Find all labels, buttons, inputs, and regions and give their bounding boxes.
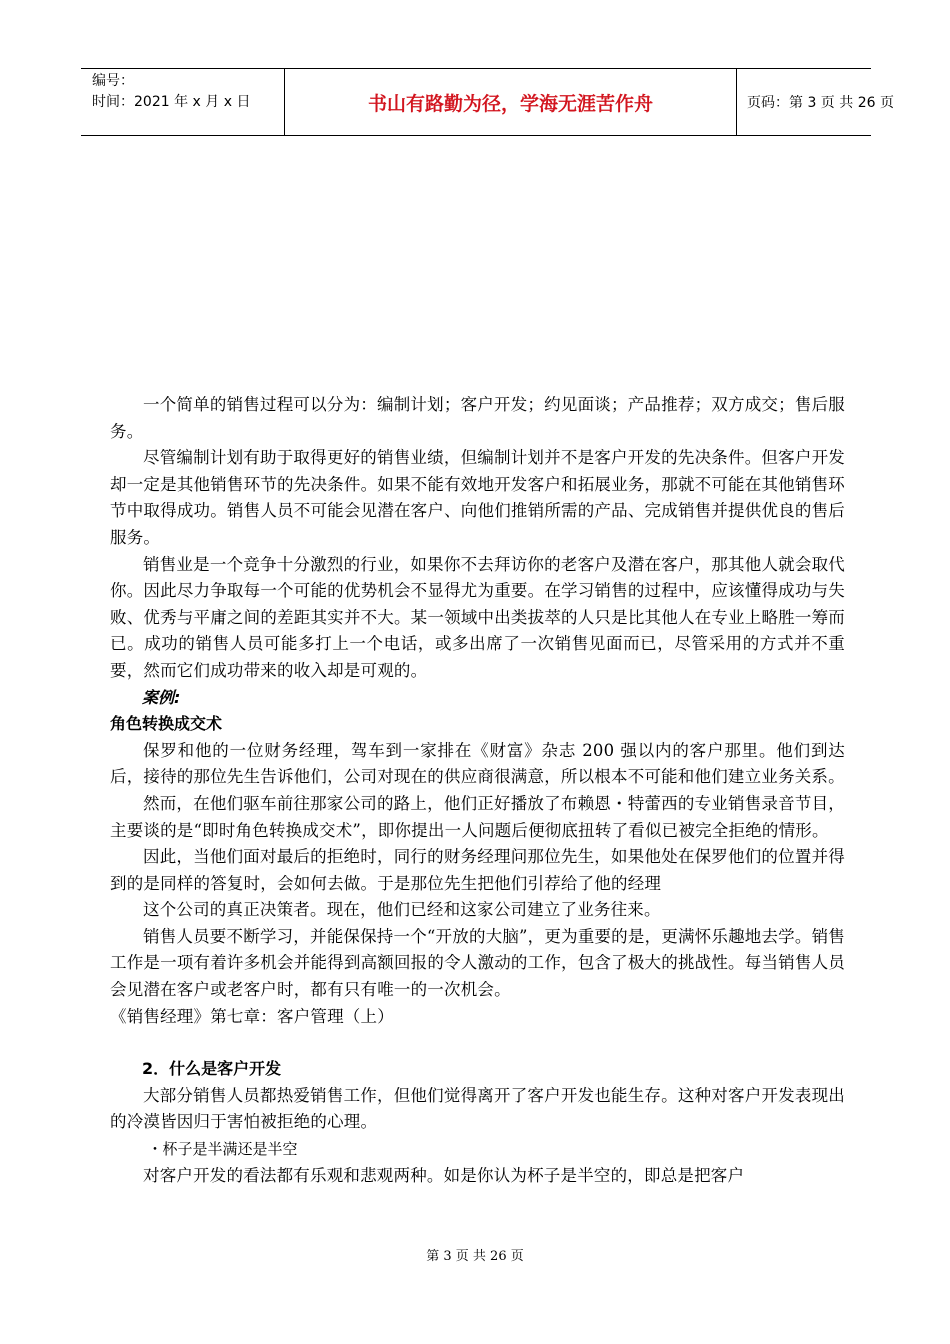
paragraph-competition: 销售业是一个竞争十分激烈的行业，如果你不去拜访你的老客户及潜在客户，那其他人就会取代你。因此尽力争取每一个可能的优势机会不显得尤为重要。在学习销售的过程中，应该懂得成功与失败、优秀与平庸之间的差距其实并不大。某一领域中出类拔萃的人只是比其他人在专业上略胜一筹而已。成功的销售人员可能多打上一个电话，或多出席了一次销售见面而已，尽管采用的方式并不重要，然而它们成功带来的收入却是可观的。: [110, 554, 845, 680]
document-number-label: 编号：: [92, 73, 134, 89]
case-title: 角色转换成交术: [110, 714, 223, 734]
header-page-info: 页码：第 3 页 共 26 页: [747, 95, 894, 111]
paragraph-case-4: 这个公司的真正决策者。现在，他们已经和这家公司建立了业务往来。: [143, 900, 661, 920]
paragraph-planning: 尽管编制计划有助于取得更好的销售业绩，但编制计划并不是客户开发的先决条件。但客户开发却一定是其他销售环节的先决条件。如果不能有效地开发客户和拓展业务，那就不可能在其他销售环节中取得成功。销售人员不可能会见潜在客户、向他们推销所需的产品、完成销售并提供优良的售后服务。: [110, 448, 845, 547]
header-meta-cell: [81, 69, 285, 135]
page-footer: 第 3 页 共 26 页: [426, 1249, 524, 1264]
chapter-reference: 《销售经理》第七章：客户管理（上）: [110, 1006, 394, 1026]
header-table: [81, 68, 894, 136]
document-body: [110, 392, 845, 1189]
paragraph-case-2: 然而，在他们驱车前往那家公司的路上，他们正好播放了布赖恩・特蕾西的专业销售录音节目，主要谈的是“即时角色转换成交术”，即你提出一人问题后便彻底扭转了看似已被完全拒绝的情形。: [110, 793, 845, 840]
paragraph-sales-process: 一个简单的销售过程可以分为：编制计划；客户开发；约见面谈；产品推荐；双方成交；售后服务。: [110, 395, 845, 441]
document-date-label: 时间：2021 年 x 月 x 日: [92, 94, 251, 110]
paragraph-case-3: 因此，当他们面对最后的拒绝时，同行的财务经理问那位先生，如果他处在保罗他们的位置并得到的是同样的答复时，会如何去做。于是那位先生把他们引荐给了他的经理: [110, 847, 845, 893]
paragraph-optimism: 对客户开发的看法都有乐观和悲观两种。如是你认为杯子是半空的，即总是把客户: [143, 1165, 745, 1185]
bullet-cup: ・杯子是半满还是半空: [147, 1140, 298, 1159]
paragraph-case-1: 保罗和他的一位财务经理，驾车到一家排在《财富》杂志 200 强以内的客户那里。他们到达后，接待的那位先生告诉他们，公司对现在的供应商很满意，所以根本不可能和他们建立业务关系。: [110, 740, 845, 787]
section-title: 2．什么是客户开发: [142, 1059, 282, 1079]
paragraph-customer-dev: 大部分销售人员都热爱销售工作，但他们觉得离开了客户开发也能生存。这种对客户开发表现出的冷漠皆因归于害怕被拒绝的心理。: [110, 1085, 845, 1132]
case-label: 案例:: [142, 687, 181, 707]
header-motto: 书山有路勤为径，学海无涯苦作舟: [285, 69, 737, 135]
paragraph-learning: 销售人员要不断学习，并能保保持一个“开放的大脑”，更为重要的是，更满怀乐趣地去学。销售工作是一项有着许多机会并能得到高额回报的令人激动的工作，包含了极大的挑战性。每当销售人员会见潜在客户或老客户时，都有只有唯一的一次机会。: [110, 926, 845, 1000]
